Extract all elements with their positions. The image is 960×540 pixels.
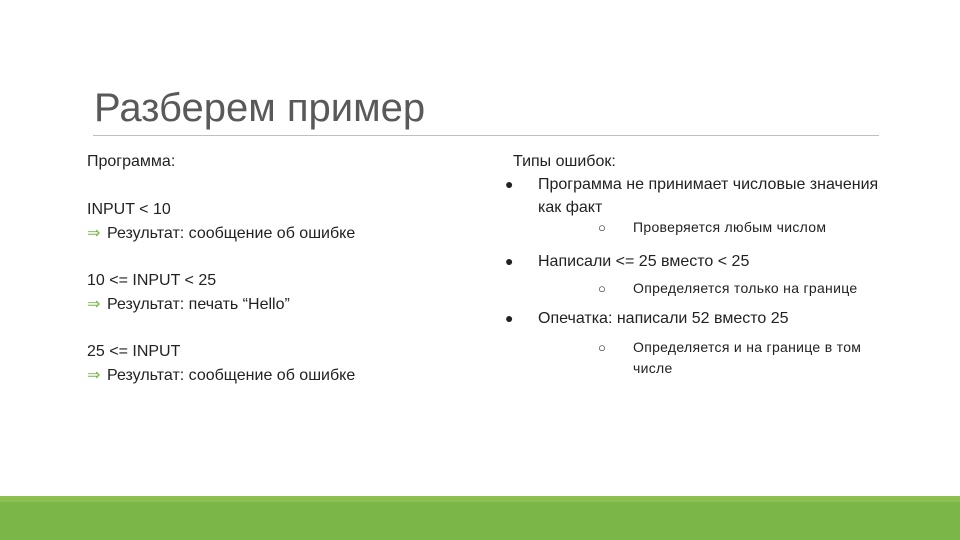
title-divider <box>93 135 879 136</box>
case-condition: INPUT < 10 <box>87 201 171 218</box>
implies-arrow-icon: ⇒ <box>87 296 101 313</box>
case-condition: 10 <= INPUT < 25 <box>87 272 217 289</box>
case-result-text: Результат: печать “Hello” <box>107 296 290 313</box>
case-result <box>87 364 467 388</box>
footer-accent-highlight <box>0 496 960 502</box>
program-label: Программа: <box>87 153 176 170</box>
list-item-text: Опечатка: написали 52 вместо 25 <box>538 310 789 327</box>
case-result-text: Результат: сообщение об ошибке <box>107 367 356 384</box>
sub-list-item-text: Проверяется любым числом <box>633 219 827 235</box>
implies-arrow-icon: ⇒ <box>87 225 101 242</box>
sub-list-item <box>500 217 880 238</box>
footer-accent-bar <box>0 496 960 540</box>
list-item-text: Программа не принимает числовые значения как факт <box>538 176 879 216</box>
implies-arrow-icon: ⇒ <box>87 367 101 384</box>
sub-bullet-icon: ○ <box>598 340 607 355</box>
case-result <box>87 293 467 317</box>
list-item <box>500 173 880 219</box>
slide-title: Разберем пример <box>94 86 426 130</box>
list-item <box>500 307 880 330</box>
program-column <box>87 150 467 388</box>
case-condition: 25 <= INPUT <box>87 343 181 360</box>
bullet-icon: ● <box>505 253 514 269</box>
sub-list-item-text: Определяется только на границе <box>633 280 858 296</box>
case-result <box>87 222 467 246</box>
sub-list-item-text: Определяется и на границе в том числе <box>633 339 862 376</box>
error-types-heading: Типы ошибок: <box>513 153 616 170</box>
error-types-column <box>500 150 880 379</box>
sub-bullet-icon: ○ <box>598 220 607 235</box>
sub-list-item <box>500 337 880 379</box>
case-result-text: Результат: сообщение об ошибке <box>107 225 356 242</box>
sub-list-item <box>500 278 880 299</box>
bullet-icon: ● <box>505 310 514 326</box>
bullet-icon: ● <box>505 176 514 192</box>
list-item-text: Написали <= 25 вместо < 25 <box>538 253 750 270</box>
sub-bullet-icon: ○ <box>598 281 607 296</box>
list-item <box>500 250 880 273</box>
